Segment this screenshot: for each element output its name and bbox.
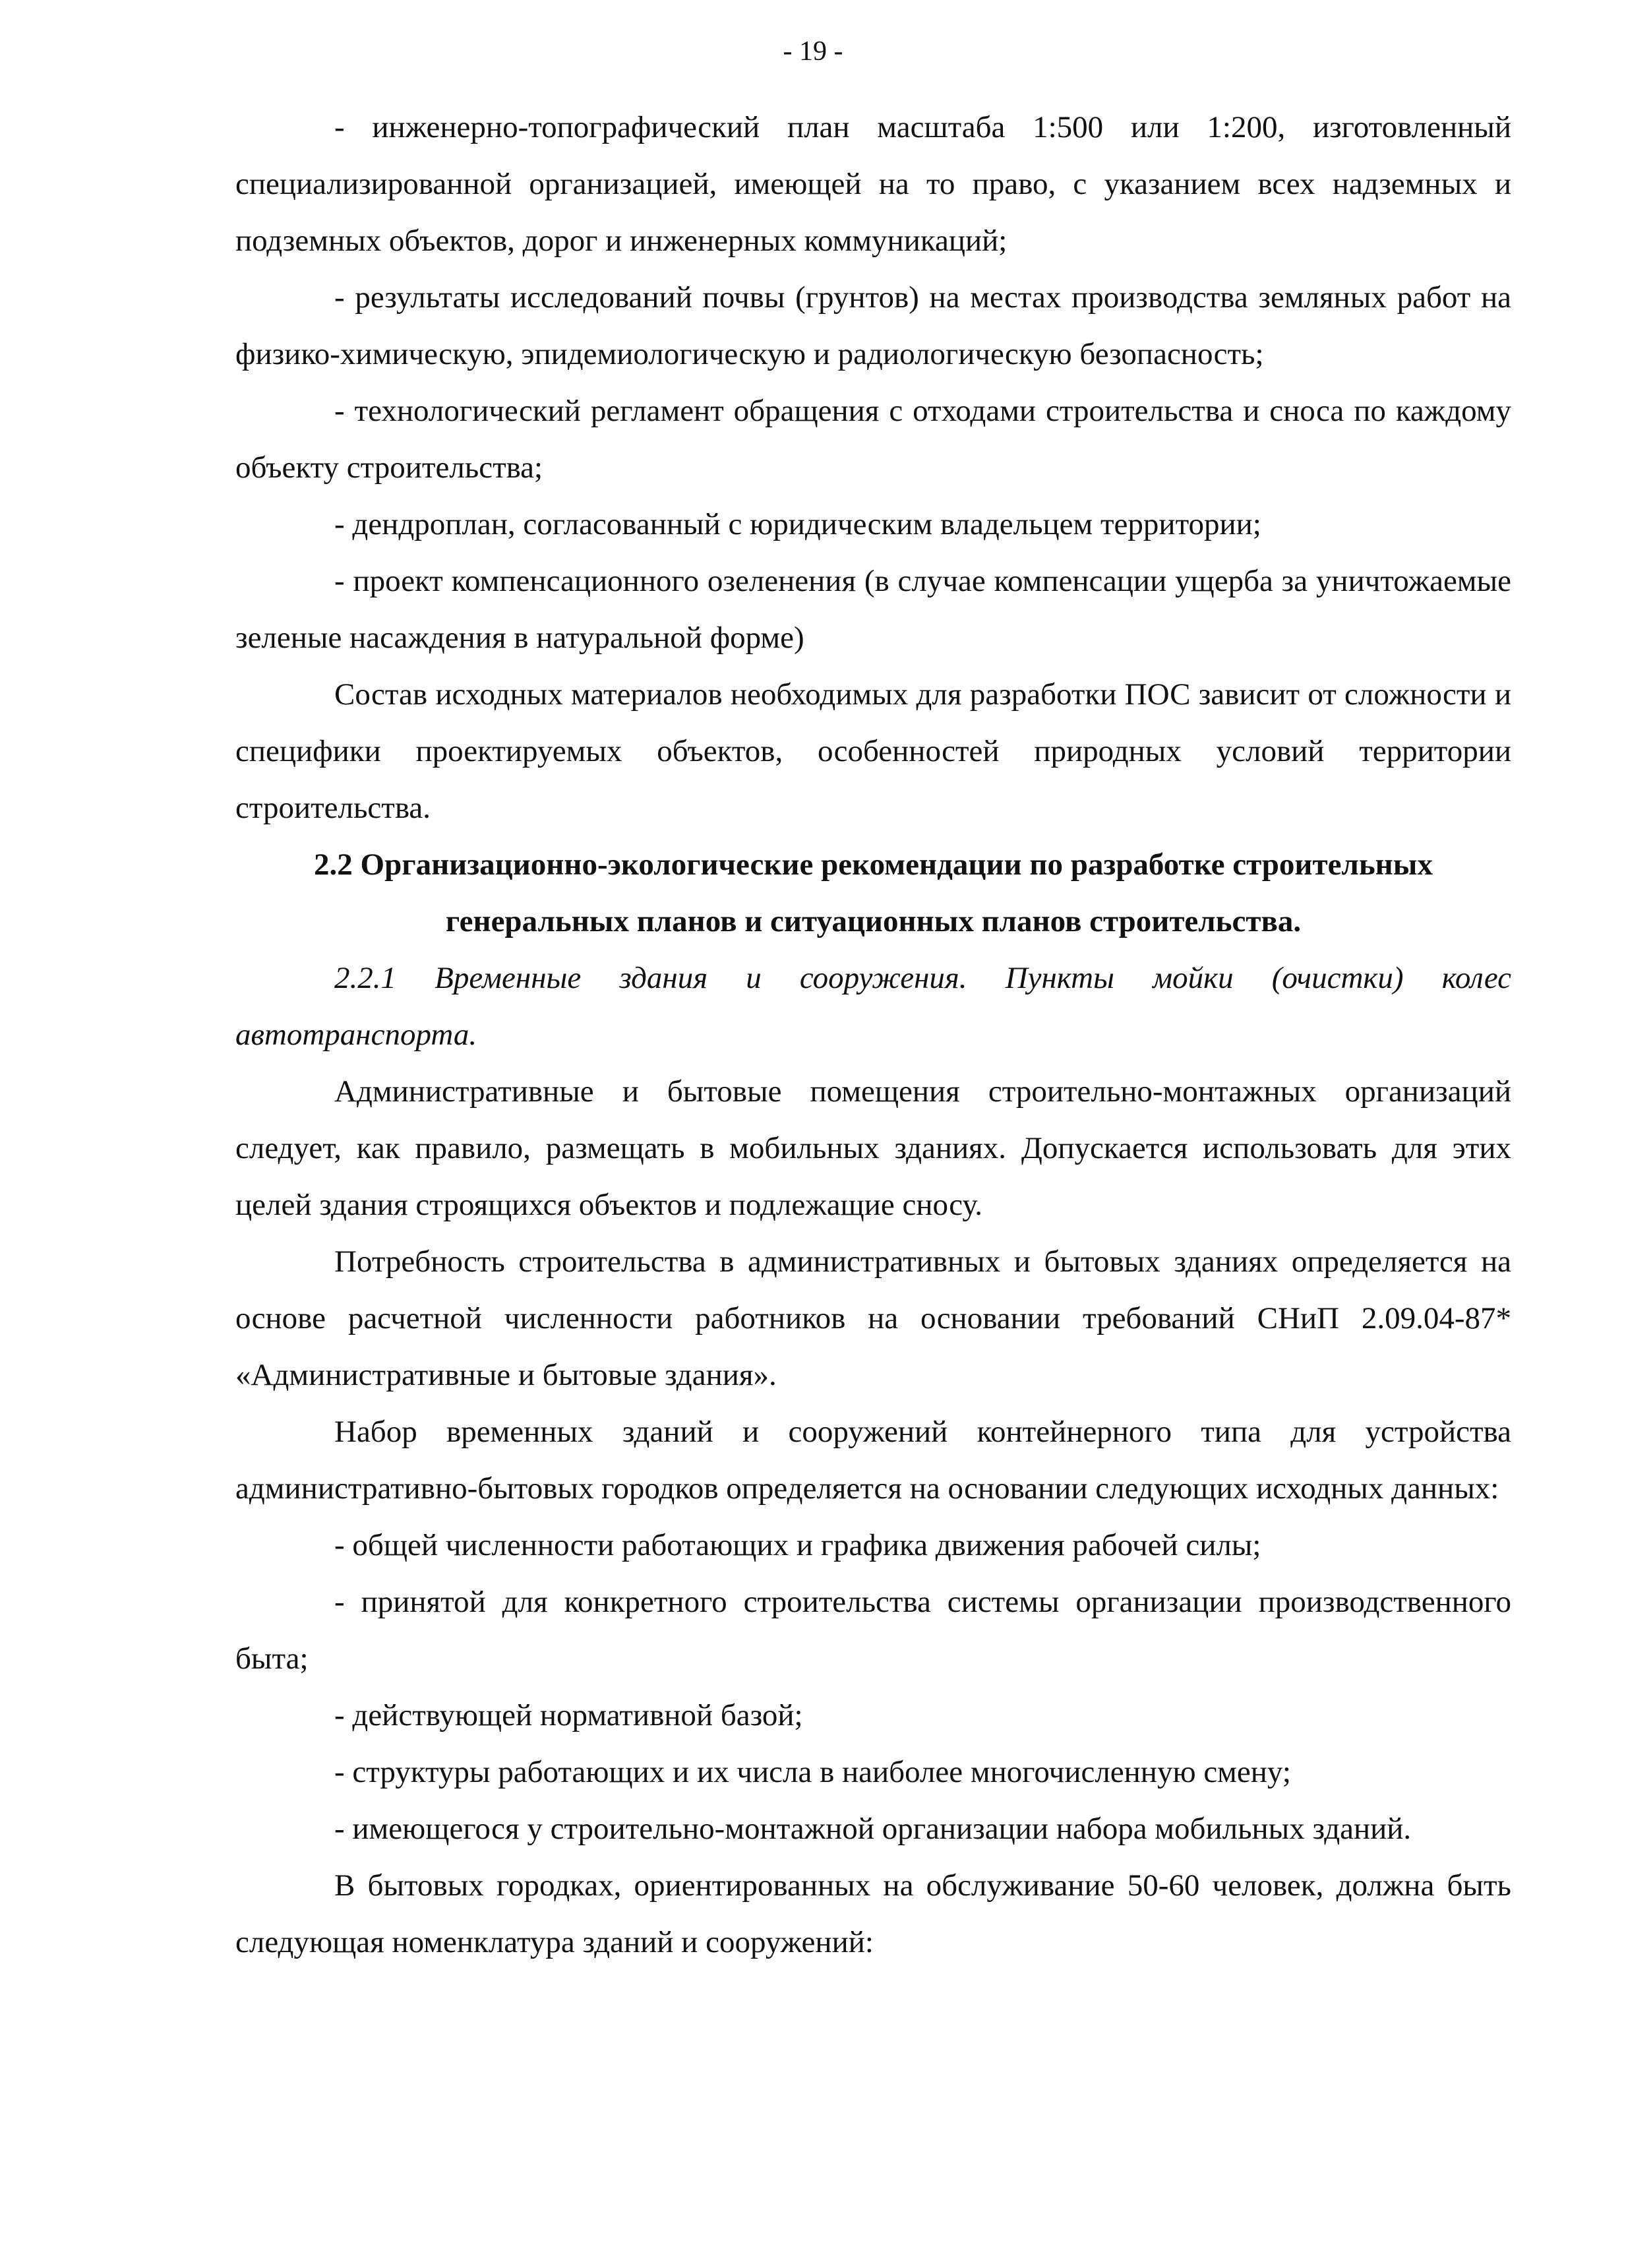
subsection-heading: 2.2.1 Временные здания и сооружения. Пункты мойки (очистки) колес автотранспорта. [235, 961, 1511, 1052]
paragraph-source-materials: Состав исходных материалов необходимых для разработки ПОС зависит от сложности и специфики проектируемых объектов, особенностей природных условий территории строительства. [235, 677, 1511, 825]
paragraph-soil-research: - результаты исследований почвы (грунтов) на местах производства земляных работ на физико-химическую, эпидемиологическую и радиологическую безопасность; [235, 280, 1511, 371]
list-item: - принятой для конкретного строительства системы организации производственного быта; [235, 1585, 1511, 1676]
page-content [235, 99, 1511, 1971]
list-item: - общей численности работающих и графика движения рабочей силы; [334, 1528, 1261, 1562]
page-number: - 19 - [783, 36, 843, 67]
paragraph-mobile-buildings: Административные и бытовые помещения строительно-монтажных организаций следует, как правило, размещать в мобильных зданиях. Допускается использовать для этих целей здания строящихся объектов и подлежащие сносу. [235, 1074, 1511, 1222]
paragraph-waste-regulation: - технологический регламент обращения с отходами строительства и сноса по каждому объекту строительства; [235, 394, 1511, 485]
list-item: - структуры работающих и их числа в наиболее многочисленную смену; [334, 1755, 1291, 1789]
list-item: - имеющегося у строительно-монтажной организации набора мобильных зданий. [334, 1812, 1412, 1846]
paragraph-compensation-greening: - проект компенсационного озеленения (в случае компенсации ущерба за уничтожаемые зеленые насаждения в натуральной форме) [235, 564, 1511, 655]
paragraph-topographic-plan: - инженерно-топографический план масштаба 1:500 или 1:200, изготовленный специализированной организацией, имеющей на то право, с указанием всех надземных и подземных объектов, дорог и инженерных коммуникаций; [235, 110, 1511, 258]
paragraph-dendroplan: - дендроплан, согласованный с юридическим владельцем территории; [334, 507, 1261, 541]
paragraph-container-set: Набор временных зданий и сооружений контейнерного типа для устройства административно-бытовых городков определяется на основании следующих исходных данных: [235, 1415, 1511, 1506]
section-heading: 2.2 Организационно-экологические рекомендации по разработке строительных генеральных планов и ситуационных планов строительства. [314, 847, 1433, 938]
list-item: - действующей нормативной базой; [334, 1698, 803, 1732]
paragraph-nomenclature: В бытовых городках, ориентированных на обслуживание 50-60 человек, должна быть следующая номенклатура зданий и сооружений: [235, 1868, 1511, 1959]
paragraph-building-demand: Потребность строительства в административных и бытовых зданиях определяется на основе расчетной численности работников на основании требований СНиП 2.09.04-87* «Административные и бытовые здания». [235, 1244, 1511, 1392]
